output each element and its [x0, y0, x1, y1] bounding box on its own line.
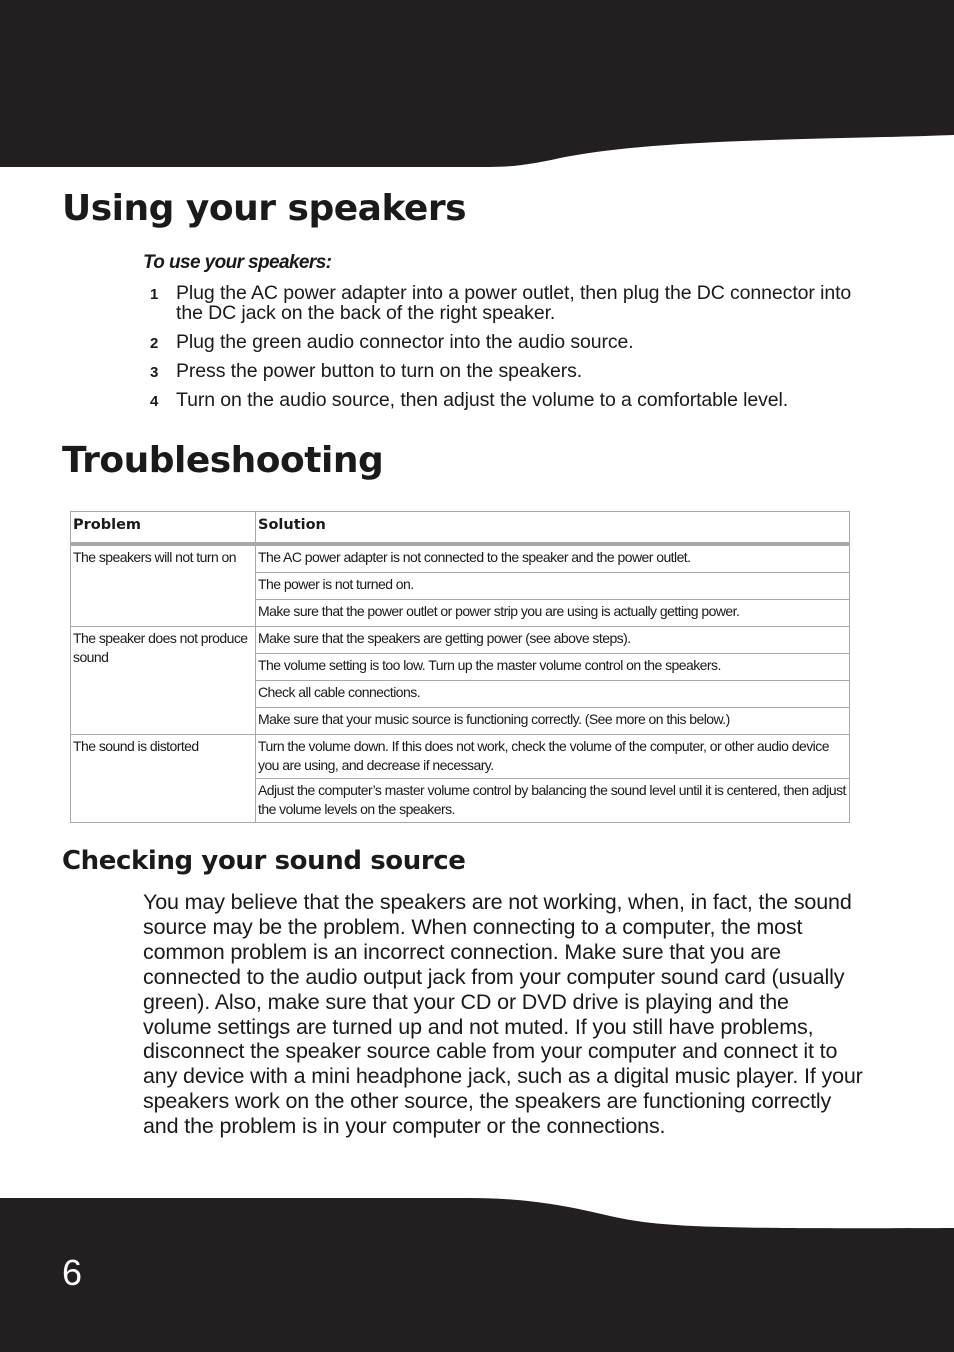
step-item: [150, 283, 870, 323]
step-text: Plug the AC power adapter into a power outlet, then plug the DC connector into the DC jack on the back of the right speaker.: [176, 282, 852, 324]
table-header-row: [71, 512, 850, 545]
solution-cell: The AC power adapter is not connected to the speaker and the power outlet.: [256, 544, 850, 573]
step-text: Turn on the audio source, then adjust the volume to a comfortable level.: [176, 389, 789, 411]
problem-cell: The speakers will not turn on: [71, 544, 256, 627]
problem-cell: The speaker does not produce sound: [71, 627, 256, 735]
solution-cell: Make sure that your music source is functioning correctly. (See more on this below.): [256, 708, 850, 735]
section-title-troubleshooting: Troubleshooting: [62, 440, 384, 481]
step-item: [150, 361, 870, 381]
table-row: [71, 627, 850, 654]
solution-cell: Make sure that the speakers are getting power (see above steps).: [256, 627, 850, 654]
step-text: Press the power button to turn on the speakers.: [176, 360, 583, 382]
body-paragraph: You may believe that the speakers are not working, when, in fact, the sound source may be the problem. When connecting to a computer, the most common problem is an incorrect connection. Make sure that you are connected to the audio output jack from your computer sound card (usually green). Also, make sure that your CD or DVD drive is playing and the volume settings are turned up and not muted. If you still have problems, disconnect the speaker source cable from your computer and connect it to any device with a mini headphone jack, such as a digital music player. If your speakers work on the other source, the speakers are functioning correctly and the problem is in your computer or the connections.: [143, 890, 863, 1139]
step-number: 2: [150, 335, 159, 352]
header-band: [0, 0, 954, 175]
step-item: [150, 390, 870, 410]
table-row: [71, 544, 850, 573]
problem-cell: The sound is distorted: [71, 735, 256, 823]
table-row: [71, 735, 850, 779]
step-text: Plug the green audio connector into the audio source.: [176, 331, 634, 353]
solution-cell: The power is not turned on.: [256, 573, 850, 600]
step-number: 4: [150, 393, 159, 410]
subsection-title-sound-source: Checking your sound source: [62, 846, 466, 876]
solution-cell: Make sure that the power outlet or power strip you are using is actually getting power.: [256, 600, 850, 627]
solution-cell: Turn the volume down. If this does not work, check the volume of the computer, or other audio device you are using, and decrease if necessary.: [256, 735, 850, 779]
solution-cell: Adjust the computer’s master volume control by balancing the sound level until it is centered, then adjust the volume levels on the speakers.: [256, 779, 850, 823]
procedure-title: To use your speakers:: [143, 252, 332, 273]
troubleshooting-table: [70, 511, 850, 823]
page-number: 6: [62, 1252, 83, 1293]
section-title-using-speakers: Using your speakers: [62, 188, 467, 229]
steps-list: [150, 283, 870, 419]
column-header-problem: Problem: [71, 512, 256, 545]
step-item: [150, 332, 870, 352]
footer-band: [0, 1190, 954, 1352]
solution-cell: Check all cable connections.: [256, 681, 850, 708]
step-number: 1: [150, 286, 159, 303]
solution-cell: The volume setting is too low. Turn up the master volume control on the speakers.: [256, 654, 850, 681]
column-header-solution: Solution: [256, 512, 850, 545]
step-number: 3: [150, 364, 159, 381]
